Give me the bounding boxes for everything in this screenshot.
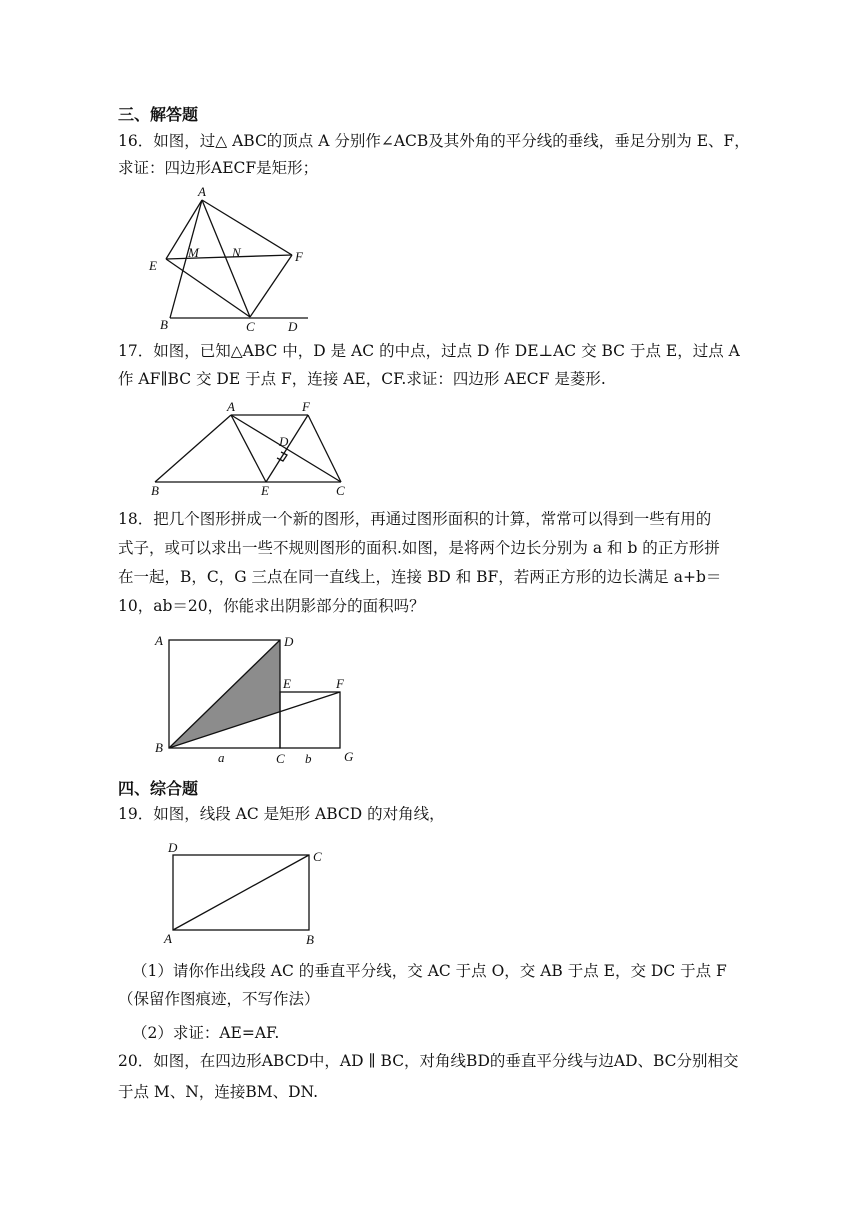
section-heading-4: 四、综合题 (118, 779, 199, 798)
q16-label-m: M (188, 245, 199, 260)
q17-segment-ab (155, 415, 231, 482)
q17-text-line1: 17．如图，已知△ABC 中，D 是 AC 的中点，过点 D 作 DE⊥AC 交 BC 于点 E，过点 A (118, 342, 740, 360)
q17-label-a: A (227, 399, 235, 414)
q18-label-b-length: b (305, 751, 312, 766)
q18-label-d: D (284, 634, 294, 649)
q19-part1-line1: （1）请你作出线段 AC 的垂直平分线，交 AC 于点 O，交 AB 于点 E，交 DC 于点 F (132, 962, 727, 980)
q18-text-line4: 10，ab＝20，你能求出阴影部分的面积吗？ (118, 597, 425, 615)
q16-label-n: N (232, 245, 241, 260)
q16-label-b: B (160, 317, 168, 332)
q19-figure (160, 840, 335, 950)
q18-label-a-length: a (218, 750, 225, 765)
q17-text-line2: 作 AF∥BC 交 DE 于点 F，连接 AE，CF.求证：四边形 AECF 是菱形. (118, 370, 606, 388)
q17-label-d: D (279, 434, 289, 449)
q20-text-line1: 20．如图，在四边形ABCD中，AD ∥ BC，对角线BD的垂直平分线与边AD、BC分别相交 (118, 1052, 739, 1070)
q19-text-line1: 19．如图，线段 AC 是矩形 ABCD 的对角线， (118, 805, 445, 823)
q16-label-c: C (246, 319, 255, 334)
q18-label-f: F (336, 676, 344, 691)
q16-figure (140, 185, 320, 335)
q16-text-line2: 求证：四边形AECF是矩形； (118, 159, 319, 177)
q16-label-e: E (149, 258, 157, 273)
q16-segment-ac (202, 200, 250, 317)
q16-segment-fc (250, 255, 292, 317)
q16-text-line1: 16．如图，过△ ABC的顶点 A 分别作∠ACB及其外角的平分线的垂线，垂足分别为 E、F， (118, 132, 750, 150)
q16-label-f: F (295, 249, 303, 264)
q16-label-d: D (288, 319, 298, 334)
q18-figure (150, 628, 360, 770)
q16-segment-af (202, 200, 292, 255)
q19-label-c: C (313, 849, 322, 864)
q16-label-a: A (198, 184, 206, 199)
q18-text-line1: 18．把几个图形拼成一个新的图形，再通过图形面积的计算，常常可以得到一些有用的 (118, 510, 712, 528)
q18-label-e: E (283, 676, 291, 691)
q17-label-c: C (336, 483, 345, 498)
q18-text-line3: 在一起，B，C，G 三点在同一直线上，连接 BD 和 BF，若两正方形的边长满足 a+b＝ (118, 568, 722, 586)
q20-text-line2: 于点 M、N，连接BM、DN. (118, 1083, 319, 1101)
q16-segment-ef (166, 255, 292, 259)
q17-label-f: F (302, 399, 310, 414)
q18-label-c: C (276, 751, 285, 766)
section-heading-3: 三、解答题 (118, 105, 199, 124)
q17-label-e: E (261, 483, 269, 498)
q19-label-a: A (164, 931, 172, 946)
q18-label-g: G (344, 749, 354, 764)
q19-part2: （2）求证：AE=AF. (132, 1024, 280, 1042)
q17-label-b: B (151, 483, 159, 498)
q19-part1-line2: （保留作图痕迹，不写作法） (118, 990, 320, 1008)
q19-label-b: B (306, 932, 314, 947)
q17-figure (148, 398, 358, 502)
q19-diagonal-ac (173, 855, 309, 930)
q18-label-b: B (155, 740, 163, 755)
q18-text-line2: 式子，或可以求出一些不规则图形的面积.如图，是将两个边长分别为 a 和 b 的正方形拼 (118, 539, 720, 557)
q18-label-a: A (155, 633, 163, 648)
q19-label-d: D (168, 840, 178, 855)
